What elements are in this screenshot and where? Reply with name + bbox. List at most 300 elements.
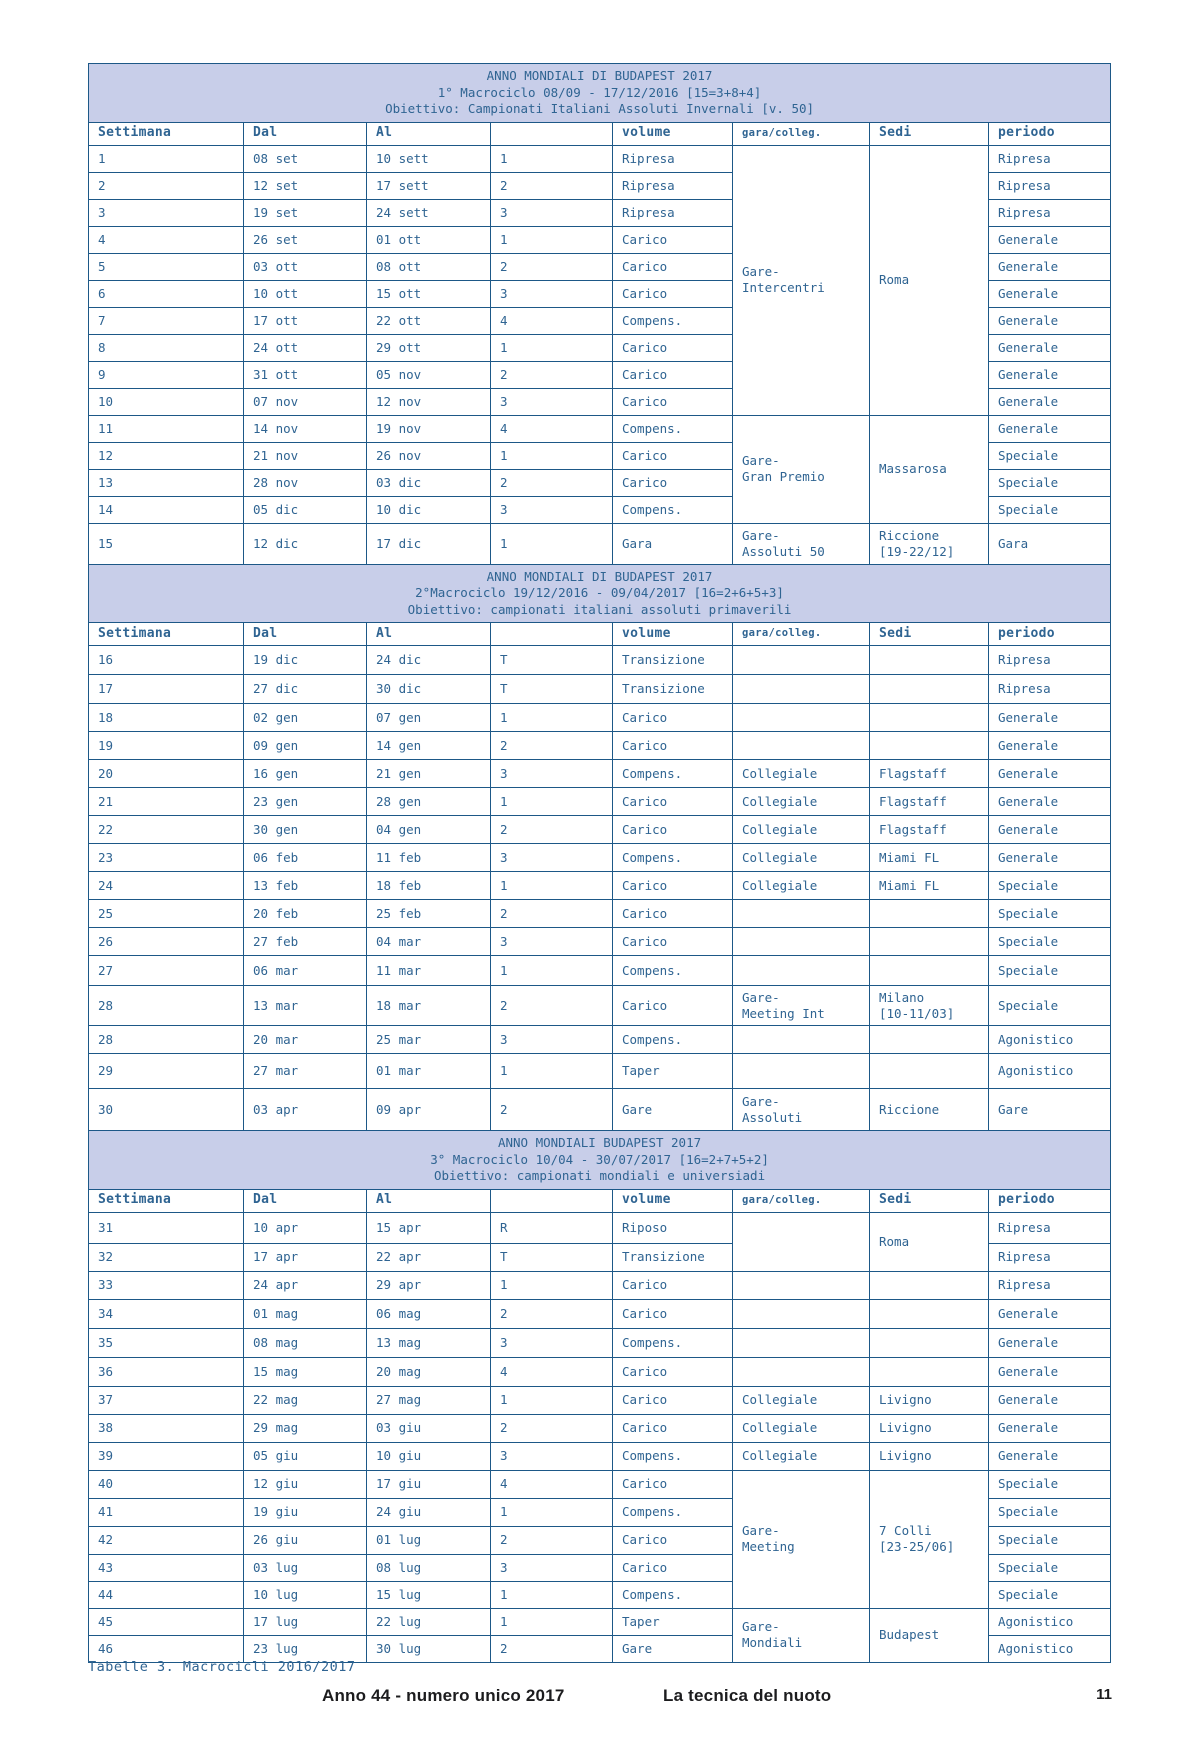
cell-periodo: Speciale (989, 872, 1111, 900)
cell-al: 15 apr (367, 1212, 491, 1243)
cell-volume: Carico (613, 928, 733, 956)
cell-periodo: Ripresa (989, 1243, 1111, 1271)
cell-gara (733, 1328, 870, 1357)
column-header-periodo: periodo (989, 623, 1111, 646)
cell-gara: Collegiale (733, 1386, 870, 1414)
cell-sedi (870, 956, 989, 986)
table-row (89, 1414, 1111, 1442)
column-header-volume: volume (613, 1189, 733, 1212)
cell-settimana: 39 (89, 1442, 244, 1470)
cell-al: 08 lug (367, 1554, 491, 1581)
footer-journal-info: Anno 44 - numero unico 2017 (322, 1686, 565, 1705)
cell-gara (733, 646, 870, 675)
cell-settimana: 34 (89, 1299, 244, 1328)
cell-al: 01 ott (367, 226, 491, 253)
cell-settimana: 8 (89, 334, 244, 361)
cell-volume: Compens. (613, 1581, 733, 1608)
cell-volume: Compens. (613, 760, 733, 788)
section-title-line: ANNO MONDIALI DI BUDAPEST 2017 (486, 568, 713, 584)
section-title (89, 64, 1111, 123)
cell-numero: 2 (491, 1635, 613, 1662)
cell-volume: Compens. (613, 956, 733, 986)
column-header-row (89, 623, 1111, 646)
cell-dal: 17 ott (244, 307, 367, 334)
cell-sedi: Flagstaff (870, 816, 989, 844)
cell-periodo: Ripresa (989, 199, 1111, 226)
cell-periodo: Generale (989, 844, 1111, 872)
cell-settimana: 16 (89, 646, 244, 675)
cell-numero: 3 (491, 1554, 613, 1581)
cell-periodo: Generale (989, 1442, 1111, 1470)
cell-al: 18 feb (367, 872, 491, 900)
cell-settimana: 18 (89, 704, 244, 732)
cell-numero: 2 (491, 469, 613, 496)
cell-periodo: Generale (989, 788, 1111, 816)
cell-al: 27 mag (367, 1386, 491, 1414)
cell-numero: 2 (491, 732, 613, 760)
cell-settimana: 24 (89, 872, 244, 900)
cell-al: 25 feb (367, 900, 491, 928)
macrocycle-table (88, 63, 1111, 1663)
cell-sedi: Livigno (870, 1386, 989, 1414)
cell-volume: Carico (613, 1554, 733, 1581)
cell-settimana: 27 (89, 956, 244, 986)
table-row (89, 1357, 1111, 1386)
cell-numero: 4 (491, 307, 613, 334)
column-header-dal: Dal (244, 122, 367, 145)
cell-settimana: 20 (89, 760, 244, 788)
cell-periodo: Agonistico (989, 1635, 1111, 1662)
cell-dal: 05 dic (244, 496, 367, 523)
cell-volume: Carico (613, 361, 733, 388)
cell-volume: Compens. (613, 1498, 733, 1526)
cell-periodo: Speciale (989, 1581, 1111, 1608)
cell-volume: Taper (613, 1608, 733, 1635)
cell-settimana: 31 (89, 1212, 244, 1243)
cell-al: 17 giu (367, 1470, 491, 1498)
cell-settimana: 21 (89, 788, 244, 816)
cell-dal: 19 dic (244, 646, 367, 675)
cell-gara (733, 1299, 870, 1328)
cell-periodo: Agonistico (989, 1054, 1111, 1089)
cell-periodo: Generale (989, 1414, 1111, 1442)
cell-volume: Ripresa (613, 172, 733, 199)
cell-sedi (870, 1271, 989, 1299)
cell-numero: 1 (491, 145, 613, 172)
table-row (89, 816, 1111, 844)
cell-numero: 4 (491, 1357, 613, 1386)
cell-sedi: Budapest (870, 1608, 989, 1662)
column-header-al: Al (367, 623, 491, 646)
table-row (89, 1089, 1111, 1131)
cell-periodo: Speciale (989, 986, 1111, 1026)
cell-al: 22 ott (367, 307, 491, 334)
cell-gara: Gare- Assoluti 50 (733, 523, 870, 564)
cell-volume: Carico (613, 900, 733, 928)
cell-settimana: 38 (89, 1414, 244, 1442)
column-header-volume: volume (613, 623, 733, 646)
cell-gara: Collegiale (733, 788, 870, 816)
cell-sedi (870, 675, 989, 704)
cell-periodo: Speciale (989, 956, 1111, 986)
cell-gara (733, 1054, 870, 1089)
column-header-al: Al (367, 122, 491, 145)
cell-dal: 01 mag (244, 1299, 367, 1328)
cell-volume: Compens. (613, 415, 733, 442)
cell-settimana: 44 (89, 1581, 244, 1608)
cell-volume: Carico (613, 442, 733, 469)
cell-periodo: Ripresa (989, 1271, 1111, 1299)
cell-al: 15 ott (367, 280, 491, 307)
column-header-sedi: Sedi (870, 1189, 989, 1212)
cell-al: 29 apr (367, 1271, 491, 1299)
cell-al: 22 apr (367, 1243, 491, 1271)
column-header-numero (491, 122, 613, 145)
cell-gara: Collegiale (733, 872, 870, 900)
cell-settimana: 15 (89, 523, 244, 564)
cell-sedi (870, 900, 989, 928)
cell-al: 10 sett (367, 145, 491, 172)
cell-periodo: Generale (989, 1328, 1111, 1357)
cell-numero: 1 (491, 442, 613, 469)
cell-periodo: Speciale (989, 1526, 1111, 1554)
cell-gara (733, 956, 870, 986)
cell-sedi: Roma (870, 145, 989, 415)
cell-volume: Carico (613, 1357, 733, 1386)
column-header-volume: volume (613, 122, 733, 145)
cell-periodo: Generale (989, 307, 1111, 334)
cell-al: 10 dic (367, 496, 491, 523)
table-row (89, 1026, 1111, 1054)
table-row (89, 145, 1111, 172)
cell-al: 18 mar (367, 986, 491, 1026)
page-number: 11 (1096, 1686, 1112, 1703)
cell-dal: 19 giu (244, 1498, 367, 1526)
cell-volume: Carico (613, 226, 733, 253)
cell-dal: 07 nov (244, 388, 367, 415)
cell-sedi (870, 1357, 989, 1386)
cell-periodo: Speciale (989, 1470, 1111, 1498)
cell-al: 17 dic (367, 523, 491, 564)
cell-gara (733, 1212, 870, 1271)
cell-numero: 2 (491, 1299, 613, 1328)
cell-sedi (870, 1299, 989, 1328)
cell-numero: 3 (491, 496, 613, 523)
section-title-line: ANNO MONDIALI BUDAPEST 2017 (497, 1135, 702, 1150)
section-title-line: Obiettivo: campionati italiani assoluti primaverili (407, 601, 792, 617)
cell-periodo: Ripresa (989, 172, 1111, 199)
table-caption: Tabelle 3. Macrocicli 2016/2017 (88, 1659, 356, 1675)
cell-dal: 12 giu (244, 1470, 367, 1498)
page-footer (0, 1686, 1181, 1710)
cell-dal: 21 nov (244, 442, 367, 469)
cell-sedi: Massarosa (870, 415, 989, 523)
cell-settimana: 33 (89, 1271, 244, 1299)
cell-dal: 27 mar (244, 1054, 367, 1089)
cell-numero: T (491, 646, 613, 675)
cell-settimana: 32 (89, 1243, 244, 1271)
cell-dal: 13 mar (244, 986, 367, 1026)
cell-numero: 1 (491, 1498, 613, 1526)
cell-al: 17 sett (367, 172, 491, 199)
cell-sedi (870, 1026, 989, 1054)
cell-al: 03 giu (367, 1414, 491, 1442)
table-row (89, 523, 1111, 564)
table-row (89, 1212, 1111, 1243)
table-row (89, 956, 1111, 986)
cell-settimana: 7 (89, 307, 244, 334)
cell-numero: 3 (491, 280, 613, 307)
cell-numero: 3 (491, 1026, 613, 1054)
section-title-line: ANNO MONDIALI DI BUDAPEST 2017 (486, 68, 713, 83)
section-title-line: Obiettivo: campionati mondiali e universiadi (433, 1168, 766, 1183)
cell-al: 20 mag (367, 1357, 491, 1386)
cell-periodo: Generale (989, 415, 1111, 442)
cell-numero: 2 (491, 816, 613, 844)
cell-sedi: Milano [10-11/03] (870, 986, 989, 1026)
cell-gara (733, 1026, 870, 1054)
cell-numero: 2 (491, 1526, 613, 1554)
cell-settimana: 41 (89, 1498, 244, 1526)
cell-volume: Carico (613, 986, 733, 1026)
cell-volume: Compens. (613, 1328, 733, 1357)
cell-al: 22 lug (367, 1608, 491, 1635)
column-header-gara: gara/colleg. (733, 623, 870, 646)
table-row (89, 928, 1111, 956)
cell-volume: Carico (613, 1271, 733, 1299)
cell-periodo: Gare (989, 1089, 1111, 1131)
cell-gara: Collegiale (733, 816, 870, 844)
cell-dal: 12 dic (244, 523, 367, 564)
cell-numero: 1 (491, 1386, 613, 1414)
cell-volume: Carico (613, 1470, 733, 1498)
cell-dal: 28 nov (244, 469, 367, 496)
column-header-gara: gara/colleg. (733, 122, 870, 145)
cell-sedi: Miami FL (870, 872, 989, 900)
table-row (89, 986, 1111, 1026)
cell-al: 11 mar (367, 956, 491, 986)
cell-sedi (870, 1054, 989, 1089)
cell-dal: 10 ott (244, 280, 367, 307)
cell-dal: 30 gen (244, 816, 367, 844)
cell-periodo: Speciale (989, 900, 1111, 928)
cell-al: 30 dic (367, 675, 491, 704)
cell-dal: 02 gen (244, 704, 367, 732)
cell-settimana: 11 (89, 415, 244, 442)
cell-periodo: Generale (989, 732, 1111, 760)
cell-sedi: Flagstaff (870, 760, 989, 788)
cell-numero: 1 (491, 1271, 613, 1299)
section-title-line: 3° Macrociclo 10/04 - 30/07/2017 [16=2+7+5+2] (430, 1151, 769, 1167)
cell-al: 21 gen (367, 760, 491, 788)
cell-dal: 10 apr (244, 1212, 367, 1243)
cell-settimana: 6 (89, 280, 244, 307)
cell-al: 26 nov (367, 442, 491, 469)
cell-periodo: Generale (989, 1357, 1111, 1386)
cell-settimana: 45 (89, 1608, 244, 1635)
column-header-al: Al (367, 1189, 491, 1212)
cell-settimana: 14 (89, 496, 244, 523)
cell-numero: 1 (491, 334, 613, 361)
cell-settimana: 43 (89, 1554, 244, 1581)
cell-numero: 3 (491, 199, 613, 226)
table-row (89, 415, 1111, 442)
cell-sedi: Flagstaff (870, 788, 989, 816)
cell-volume: Carico (613, 253, 733, 280)
table-row (89, 1608, 1111, 1635)
section-title (89, 564, 1111, 623)
cell-al: 01 lug (367, 1526, 491, 1554)
cell-al: 13 mag (367, 1328, 491, 1357)
cell-volume: Gara (613, 523, 733, 564)
column-header-dal: Dal (244, 1189, 367, 1212)
cell-numero: 3 (491, 1442, 613, 1470)
column-header-settimana: Settimana (89, 623, 244, 646)
cell-volume: Gare (613, 1089, 733, 1131)
cell-gara (733, 732, 870, 760)
cell-gara (733, 704, 870, 732)
cell-al: 29 ott (367, 334, 491, 361)
cell-settimana: 28 (89, 1026, 244, 1054)
cell-volume: Carico (613, 1299, 733, 1328)
cell-periodo: Agonistico (989, 1026, 1111, 1054)
section-band (89, 564, 1111, 623)
cell-dal: 22 mag (244, 1386, 367, 1414)
table-row (89, 1054, 1111, 1089)
cell-dal: 27 dic (244, 675, 367, 704)
cell-settimana: 17 (89, 675, 244, 704)
table-row (89, 1470, 1111, 1498)
cell-gara: Gare- Assoluti (733, 1089, 870, 1131)
cell-volume: Carico (613, 469, 733, 496)
cell-volume: Riposo (613, 1212, 733, 1243)
cell-volume: Carico (613, 280, 733, 307)
cell-settimana: 5 (89, 253, 244, 280)
cell-sedi: Riccione (870, 1089, 989, 1131)
cell-dal: 06 mar (244, 956, 367, 986)
cell-periodo: Speciale (989, 469, 1111, 496)
cell-numero: 1 (491, 1608, 613, 1635)
cell-dal: 09 gen (244, 732, 367, 760)
cell-dal: 06 feb (244, 844, 367, 872)
cell-numero: 1 (491, 523, 613, 564)
column-header-sedi: Sedi (870, 623, 989, 646)
cell-dal: 20 mar (244, 1026, 367, 1054)
cell-periodo: Generale (989, 1386, 1111, 1414)
cell-periodo: Ripresa (989, 1212, 1111, 1243)
cell-periodo: Generale (989, 253, 1111, 280)
cell-volume: Compens. (613, 1442, 733, 1470)
cell-gara: Gare- Gran Premio (733, 415, 870, 523)
cell-al: 12 nov (367, 388, 491, 415)
cell-al: 15 lug (367, 1581, 491, 1608)
cell-dal: 14 nov (244, 415, 367, 442)
cell-numero: 2 (491, 1414, 613, 1442)
cell-periodo: Generale (989, 816, 1111, 844)
cell-al: 14 gen (367, 732, 491, 760)
cell-dal: 10 lug (244, 1581, 367, 1608)
cell-settimana: 22 (89, 816, 244, 844)
cell-numero: 2 (491, 1089, 613, 1131)
cell-settimana: 9 (89, 361, 244, 388)
cell-volume: Compens. (613, 307, 733, 334)
cell-settimana: 1 (89, 145, 244, 172)
cell-settimana: 29 (89, 1054, 244, 1089)
table-row (89, 760, 1111, 788)
cell-volume: Compens. (613, 496, 733, 523)
cell-dal: 29 mag (244, 1414, 367, 1442)
cell-gara (733, 1357, 870, 1386)
cell-volume: Transizione (613, 1243, 733, 1271)
cell-al: 08 ott (367, 253, 491, 280)
cell-settimana: 23 (89, 844, 244, 872)
column-header-numero (491, 1189, 613, 1212)
cell-numero: 1 (491, 226, 613, 253)
cell-numero: 3 (491, 928, 613, 956)
cell-volume: Carico (613, 788, 733, 816)
table-row (89, 844, 1111, 872)
cell-dal: 24 apr (244, 1271, 367, 1299)
cell-numero: T (491, 675, 613, 704)
cell-gara: Collegiale (733, 1442, 870, 1470)
table-row (89, 1442, 1111, 1470)
cell-dal: 08 mag (244, 1328, 367, 1357)
cell-settimana: 46 (89, 1635, 244, 1662)
cell-settimana: 30 (89, 1089, 244, 1131)
column-header-settimana: Settimana (89, 122, 244, 145)
cell-al: 30 lug (367, 1635, 491, 1662)
cell-settimana: 12 (89, 442, 244, 469)
table-row (89, 788, 1111, 816)
column-header-settimana: Settimana (89, 1189, 244, 1212)
cell-settimana: 13 (89, 469, 244, 496)
cell-al: 24 sett (367, 199, 491, 226)
cell-sedi (870, 1328, 989, 1357)
cell-dal: 03 lug (244, 1554, 367, 1581)
cell-al: 24 dic (367, 646, 491, 675)
cell-sedi (870, 704, 989, 732)
cell-settimana: 36 (89, 1357, 244, 1386)
cell-dal: 24 ott (244, 334, 367, 361)
cell-periodo: Generale (989, 704, 1111, 732)
column-header-gara: gara/colleg. (733, 1189, 870, 1212)
cell-numero: 3 (491, 844, 613, 872)
cell-al: 03 dic (367, 469, 491, 496)
cell-dal: 26 giu (244, 1526, 367, 1554)
cell-dal: 23 lug (244, 1635, 367, 1662)
cell-periodo: Ripresa (989, 145, 1111, 172)
cell-sedi: Livigno (870, 1442, 989, 1470)
cell-al: 19 nov (367, 415, 491, 442)
cell-al: 10 giu (367, 1442, 491, 1470)
cell-numero: 2 (491, 361, 613, 388)
cell-settimana: 3 (89, 199, 244, 226)
cell-gara: Collegiale (733, 1414, 870, 1442)
cell-settimana: 2 (89, 172, 244, 199)
cell-periodo: Ripresa (989, 675, 1111, 704)
cell-volume: Transizione (613, 675, 733, 704)
section-band (89, 1131, 1111, 1190)
table-row (89, 1271, 1111, 1299)
cell-sedi (870, 928, 989, 956)
cell-volume: Ripresa (613, 199, 733, 226)
cell-volume: Carico (613, 732, 733, 760)
column-header-numero (491, 623, 613, 646)
cell-numero: 1 (491, 956, 613, 986)
cell-volume: Compens. (613, 844, 733, 872)
section-title (89, 1131, 1111, 1190)
cell-dal: 26 set (244, 226, 367, 253)
